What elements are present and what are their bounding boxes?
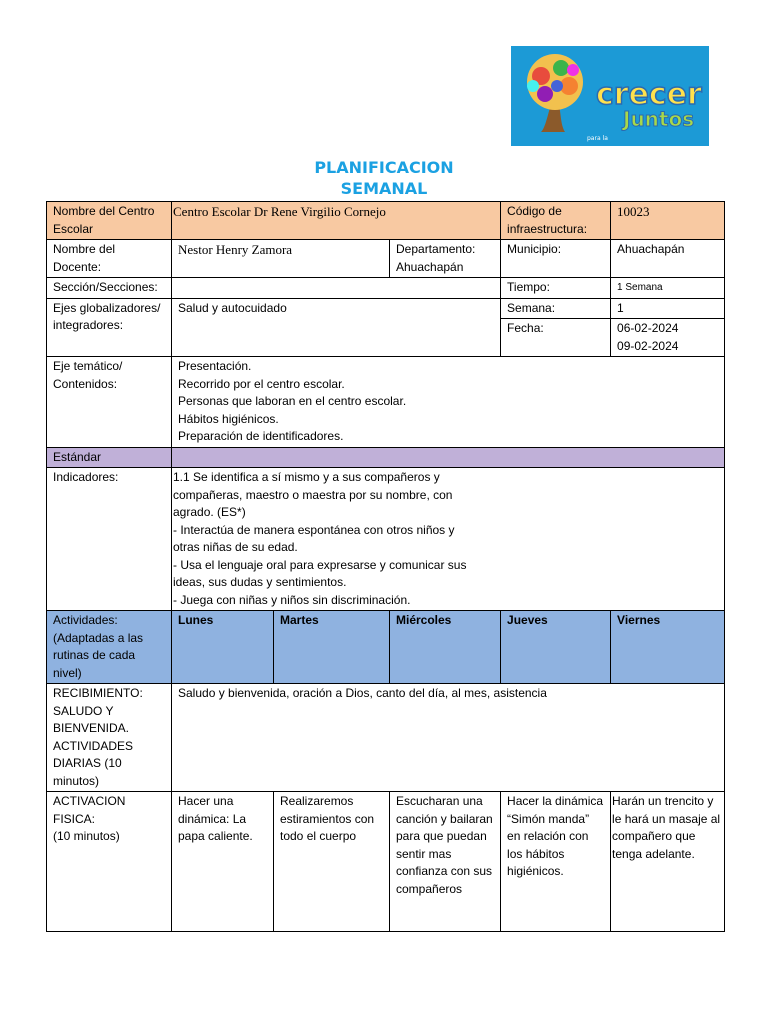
tematico-item: Presentación. xyxy=(178,359,252,373)
recibimiento-value: Saludo y bienvenida, oración a Dios, canto del día, al mes, asistencia xyxy=(172,684,725,792)
row-ejes xyxy=(47,298,725,319)
recibimiento-label: RECIBIMIENTO: SALUDO Y BIENVENIDA. ACTIVIDADES DIARIAS (10 minutos) xyxy=(47,684,172,792)
activacion-lunes: Hacer una dinámica: La papa caliente. xyxy=(172,792,274,932)
day-martes: Martes xyxy=(274,611,390,684)
logo xyxy=(511,46,709,146)
indicador-line: ideas, sus dudas y sentimientos. xyxy=(173,575,347,589)
row-recibimiento xyxy=(47,684,725,792)
municipio-value: Ahuachapán xyxy=(611,240,725,278)
fecha-start: 06-02-2024 xyxy=(617,321,679,335)
estandar-label: Estándar xyxy=(47,447,172,468)
row-seccion xyxy=(47,278,725,299)
centro-label: Nombre del Centro Escolar xyxy=(47,202,172,240)
indicador-line: 1.1 Se identifica a sí mismo y a sus compañeros y xyxy=(173,470,440,484)
codigo-label: Código de infraestructura: xyxy=(501,202,611,240)
activacion-label xyxy=(47,792,172,932)
indicador-line: - Interactúa de manera espontánea con otros niños y xyxy=(173,522,455,537)
semana-label: Semana: xyxy=(501,298,611,319)
title-line-1: PLANIFICACION xyxy=(314,158,454,177)
tiempo-value: 1 Semana xyxy=(611,278,725,299)
row-activacion xyxy=(47,792,725,932)
day-lunes: Lunes xyxy=(172,611,274,684)
indicadores-contents xyxy=(172,468,725,611)
activacion-miercoles: Escucharan una canción y bailaran para que puedan sentir mas confianza con sus compañeros xyxy=(390,792,501,932)
activacion-martes: Realizaremos estiramientos con todo el cuerpo xyxy=(274,792,390,932)
title-line-2: SEMANAL xyxy=(340,179,428,198)
indicadores-label: Indicadores: xyxy=(47,468,172,611)
row-docente xyxy=(47,240,725,278)
logo-crecer-text: crecer xyxy=(596,77,702,112)
tematico-item: Recorrido por el centro escolar. xyxy=(178,376,345,391)
tematico-item: Preparación de identificadores. xyxy=(178,429,344,443)
day-jueves: Jueves xyxy=(501,611,611,684)
page-title xyxy=(0,157,768,199)
fecha-label: Fecha: xyxy=(501,319,611,357)
indicador-line: compañeras, maestro o maestra por su nombre, con xyxy=(173,487,453,502)
activacion-viernes: Harán un trencito y le hará un masaje al compañero que tenga adelante. xyxy=(611,792,725,932)
tematico-label: Eje temático/ Contenidos: xyxy=(47,357,172,448)
actividades-label: Actividades: (Adaptadas a las rutinas de cada nivel) xyxy=(47,611,172,684)
departamento: Departamento: Ahuachapán xyxy=(390,240,501,278)
docente-value: Nestor Henry Zamora xyxy=(172,240,390,278)
tree-logo-graphic xyxy=(511,46,709,146)
ejes-label: Ejes globalizadores/ integradores: xyxy=(47,298,172,357)
docente-label: Nombre del Docente: xyxy=(47,240,172,278)
municipio-label: Municipio: xyxy=(501,240,611,278)
indicador-line: - Juega con niñas y niños sin discriminación. xyxy=(173,592,411,607)
row-centro xyxy=(47,202,725,240)
row-tematico xyxy=(47,357,725,448)
row-estandar xyxy=(47,447,725,468)
tematico-item: Personas que laboran en el centro escolar. xyxy=(178,394,407,408)
tematico-item: Hábitos higiénicos. xyxy=(178,411,279,426)
day-miercoles: Miércoles xyxy=(390,611,501,684)
tematico-contents xyxy=(172,357,725,448)
row-actividades xyxy=(47,611,725,684)
indicador-line: otras niñas de su edad. xyxy=(173,540,298,554)
fecha-end: 09-02-2024 xyxy=(617,338,679,353)
centro-value: Centro Escolar Dr Rene Virgilio Cornejo xyxy=(172,202,501,240)
activacion-label-1: ACTIVACION FISICA: xyxy=(53,794,126,826)
logo-juntos-text: Juntos xyxy=(623,107,695,131)
fecha-value xyxy=(611,319,725,357)
planning-table xyxy=(46,201,725,932)
estandar-value xyxy=(172,447,725,468)
ejes-value: Salud y autocuidado xyxy=(172,298,501,357)
logo-small-text: para la xyxy=(587,135,608,142)
activacion-label-2: (10 minutos) xyxy=(53,829,120,843)
tiempo-label: Tiempo: xyxy=(501,278,611,299)
seccion-label: Sección/Secciones: xyxy=(47,278,172,299)
codigo-value: 10023 xyxy=(611,202,725,240)
seccion-value xyxy=(172,278,501,299)
indicador-line: - Usa el lenguaje oral para expresarse y comunicar sus xyxy=(173,557,467,572)
semana-value: 1 xyxy=(611,298,725,319)
indicador-line: agrado. (ES*) xyxy=(173,505,246,519)
row-indicadores xyxy=(47,468,725,611)
activacion-jueves: Hacer la dinámica “Simón manda” en relación con los hábitos higiénicos. xyxy=(501,792,611,932)
day-viernes: Viernes xyxy=(611,611,725,684)
